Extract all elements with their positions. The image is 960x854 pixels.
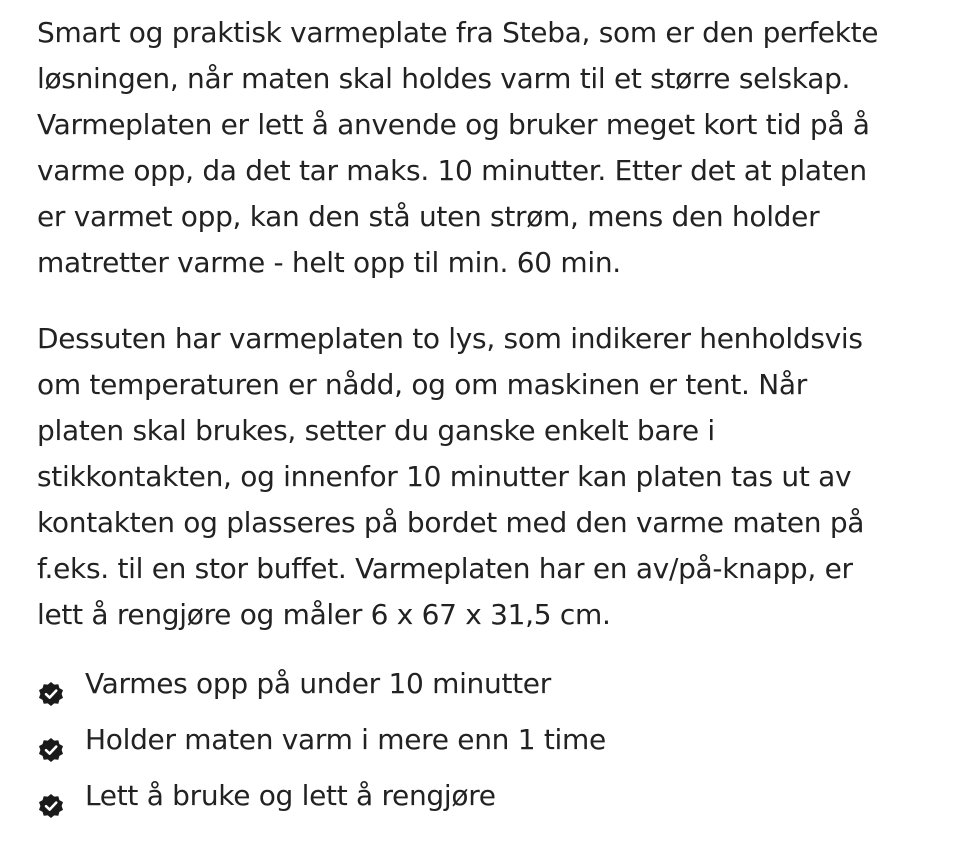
text-line: varme opp, da det tar maks. 10 minutter. Etter det at platen bbox=[37, 154, 867, 187]
description-paragraph-1 bbox=[37, 10, 937, 286]
feature-text: Lett å bruke og lett å rengjøre bbox=[85, 779, 496, 812]
text-line: løsningen, når maten skal holdes varm til et større selskap. bbox=[37, 62, 851, 95]
feature-text: Holder maten varm i mere enn 1 time bbox=[85, 723, 606, 756]
text-line: om temperaturen er nådd, og om maskinen er tent. Når bbox=[37, 368, 807, 401]
text-line: matretter varme - helt opp til min. 60 min. bbox=[37, 246, 621, 279]
text-line: Smart og praktisk varmeplate fra Steba, som er den perfekte bbox=[37, 16, 879, 49]
verified-badge-icon bbox=[37, 784, 65, 812]
verified-badge-icon bbox=[37, 672, 65, 700]
text-line: lett å rengjøre og måler 6 x 67 x 31,5 cm. bbox=[37, 598, 611, 631]
product-description bbox=[37, 10, 937, 824]
text-line: stikkontakten, og innenfor 10 minutter kan platen tas ut av bbox=[37, 460, 852, 493]
text-line: f.eks. til en stor buffet. Varmeplaten har en av/på-knapp, er bbox=[37, 552, 853, 585]
text-line: Dessuten har varmeplaten to lys, som indikerer henholdsvis bbox=[37, 322, 863, 355]
text-line: kontakten og plasseres på bordet med den varme maten på bbox=[37, 506, 865, 539]
feature-list bbox=[37, 656, 937, 824]
feature-item bbox=[37, 656, 937, 712]
verified-badge-icon bbox=[37, 728, 65, 756]
feature-text: Varmes opp på under 10 minutter bbox=[85, 667, 551, 700]
feature-item bbox=[37, 768, 937, 824]
text-line: platen skal brukes, setter du ganske enkelt bare i bbox=[37, 414, 715, 447]
feature-item bbox=[37, 712, 937, 768]
text-line: Varmeplaten er lett å anvende og bruker meget kort tid på å bbox=[37, 108, 870, 141]
text-line: er varmet opp, kan den stå uten strøm, mens den holder bbox=[37, 200, 820, 233]
description-paragraph-2 bbox=[37, 316, 937, 638]
